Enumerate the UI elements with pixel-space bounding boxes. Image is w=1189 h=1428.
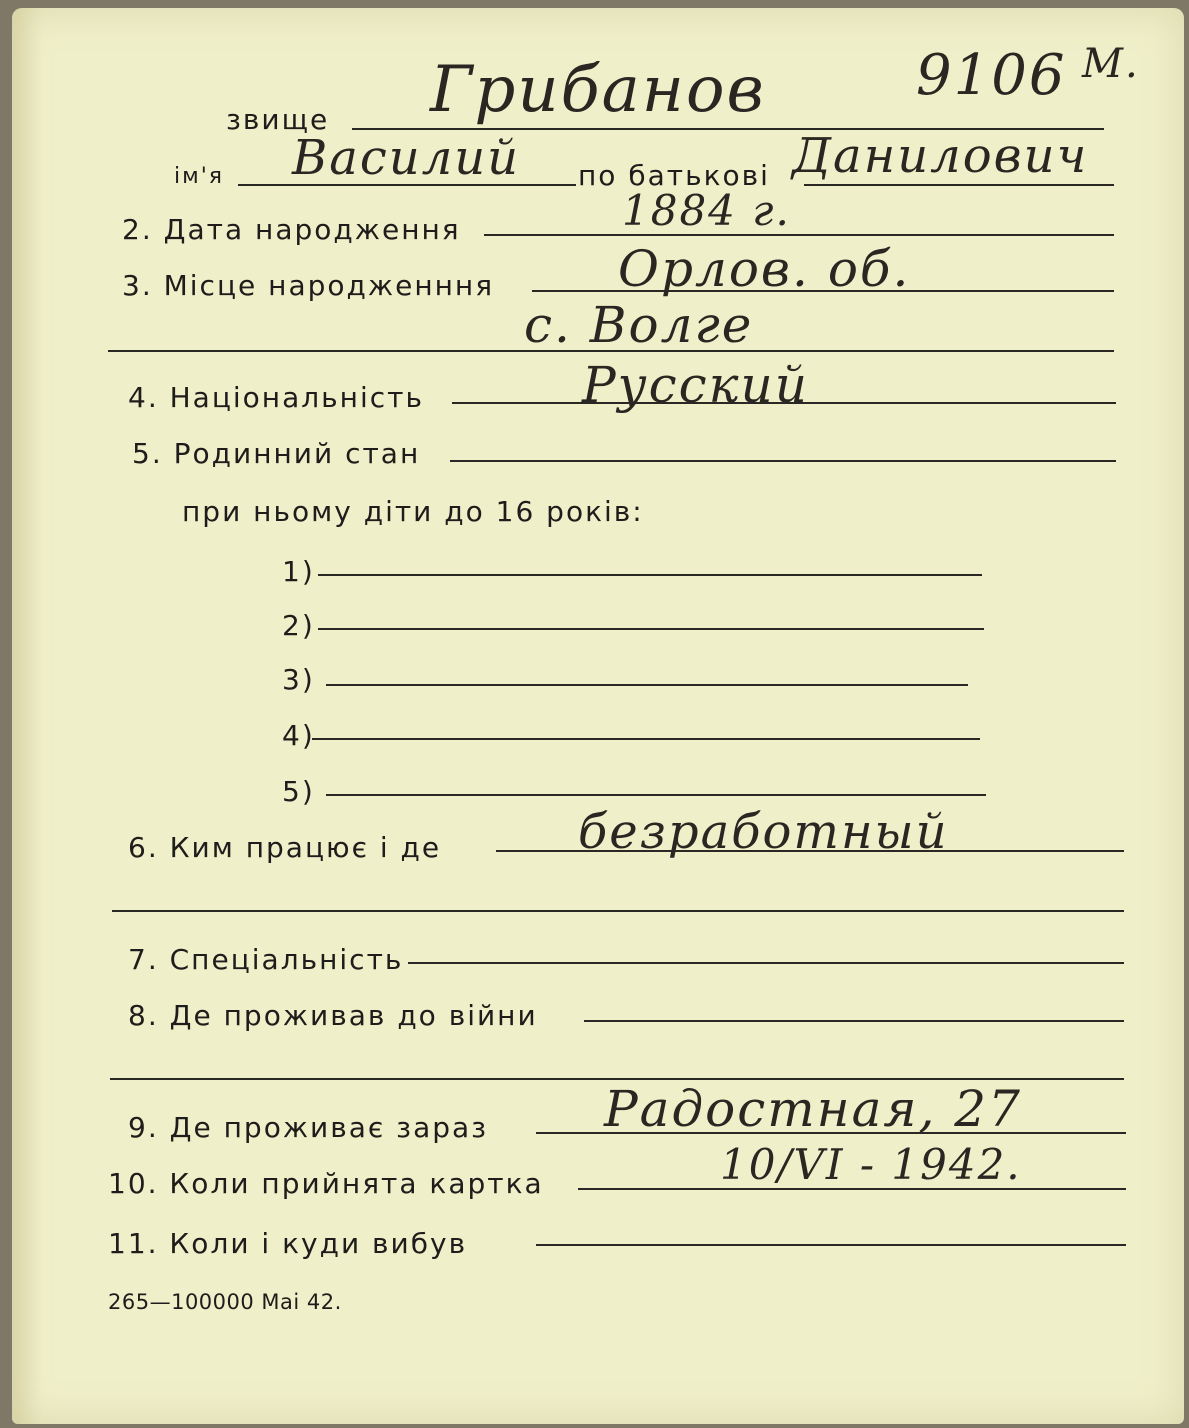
label-departed: 11. Коли і куди вибув bbox=[108, 1227, 468, 1260]
label-prewar: 8. Де проживав до війни bbox=[128, 999, 538, 1032]
line-birthdate bbox=[484, 234, 1114, 236]
label-nationality: 4. Національність bbox=[128, 381, 424, 414]
label-child-3: 3) bbox=[282, 663, 315, 696]
line-child-1 bbox=[318, 574, 982, 576]
hw-nationality: Русский bbox=[582, 356, 809, 414]
label-current: 9. Де проживає зараз bbox=[128, 1111, 489, 1144]
line-departed bbox=[536, 1244, 1126, 1246]
label-child-5: 5) bbox=[282, 775, 315, 808]
label-child-1: 1) bbox=[282, 555, 315, 588]
label-firstname: ім'я bbox=[174, 164, 224, 189]
label-specialty: 7. Спеціальність bbox=[128, 943, 404, 976]
print-mark: 265—100000 Mai 42. bbox=[108, 1290, 342, 1314]
paper-edge bbox=[12, 8, 42, 1424]
line-child-3 bbox=[326, 684, 968, 686]
hw-surname: Грибанов bbox=[430, 53, 766, 127]
hw-birthdate: 1884 г. bbox=[622, 186, 791, 235]
label-marital: 5. Родинний стан bbox=[132, 437, 421, 470]
line-child-5 bbox=[326, 794, 986, 796]
label-patronymic: по батькові bbox=[578, 159, 770, 192]
label-birthplace: 3. Місце народженння bbox=[122, 269, 495, 302]
hw-sex: М. bbox=[1082, 41, 1140, 87]
label-children: при ньому діти до 16 років: bbox=[182, 495, 644, 528]
label-child-2: 2) bbox=[282, 609, 315, 642]
hw-birthplace-2: с. Волге bbox=[524, 296, 754, 354]
line-specialty bbox=[408, 962, 1124, 964]
label-surname: звище bbox=[226, 103, 330, 136]
hw-accepted-date: 10/VI - 1942. bbox=[720, 1140, 1022, 1189]
hw-current-address: Радостная, 27 bbox=[604, 1080, 1022, 1138]
hw-card-number: 9106 bbox=[916, 43, 1067, 108]
line-patronymic bbox=[804, 184, 1114, 186]
line-child-4 bbox=[312, 738, 980, 740]
label-birthdate: 2. Дата народження bbox=[122, 213, 461, 246]
line-prewar bbox=[584, 1020, 1124, 1022]
hw-patronymic: Данилович bbox=[792, 128, 1089, 184]
line-occupation-2 bbox=[112, 910, 1124, 912]
hw-firstname: Василий bbox=[292, 130, 521, 186]
line-marital bbox=[450, 460, 1116, 462]
registration-card bbox=[12, 8, 1184, 1424]
hw-occupation: безработный bbox=[578, 804, 949, 860]
hw-birthplace-1: Орлов. об. bbox=[618, 240, 911, 298]
label-accepted: 10. Коли прийнята картка bbox=[108, 1167, 544, 1200]
label-occupation: 6. Ким працює і де bbox=[128, 831, 442, 864]
line-child-2 bbox=[318, 628, 984, 630]
label-child-4: 4) bbox=[282, 719, 315, 752]
